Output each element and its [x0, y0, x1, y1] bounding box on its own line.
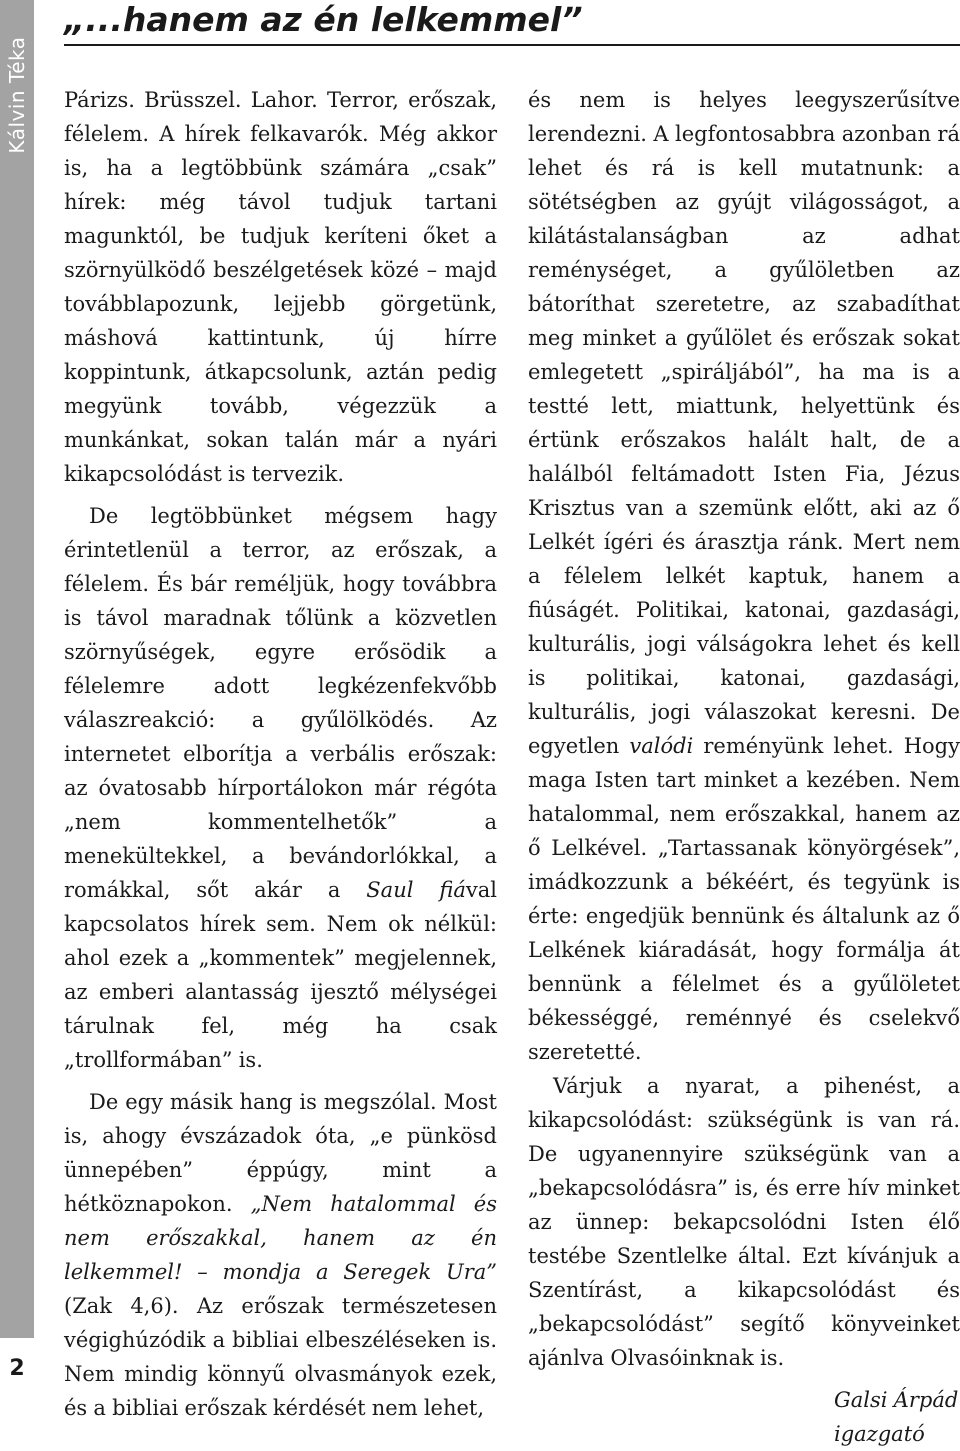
title-rule [64, 44, 960, 46]
sidebar-label: Kálvin Téka [5, 36, 29, 154]
paragraph-2: De legtöbbünket mégsem hagy érintetlenül a terror, az erőszak, a félelem. És bár reméljük, hogy továbbra is távol maradnak tőlünk a közvetlen szörnyűségek, egyre erősödik a félelemre adott legkézenfekvőbb válaszreakció: a gyűlölködés. Az internetet elborítja a verbális erőszak: az óvatosabb hírportálokon már régóta „nem kommentelhetők” a menekültekkel, a bevándorlókkal, a romákkal, sőt akár a Saul fiával kapcsolatos hírek sem. Nem ok nélkül: ahol ezek a „kommentek” megjelennek, az emberi alantasság ijesztő mélységei tárulnak fel, még ha csak „trollformában” is. [64, 504, 497, 1072]
signature [528, 1383, 960, 1451]
paragraph-3: De egy másik hang is megszólal. Most is, ahogy évszázadok óta, „e pünkösd ünnepében” éppúgy, mint a hétköznapokon. „Nem hatalommal és nem erőszakkal, hanem az én lelkemmel! – mondja a Seregek Ura” (Zak 4,6). Az erőszak természetesen végighúzódik a bibliai elbeszéléseken is. Nem mindig könnyű olvasmányok ezek, és a bibliai erőszak kérdését nem lehet, [64, 1090, 497, 1420]
sidebar-band [0, 0, 34, 1338]
paragraph-1: Párizs. Brüsszel. Lahor. Terror, erőszak, félelem. A hírek felkavarók. Még akkor is, ha a legtöbbünk számára „csak” hírek: még távol tudjuk tartani magunktól, be tudjuk keríteni őket a szörnyülködő beszélgetések közé – majd továbblapozunk, lejjebb görgetünk, máshová kattintunk, új hírre koppintunk, átkapcsolunk, aztán pedig megyünk tovább, végezzük a munkánkat, sokan talán már a nyári kikapcsolódást is tervezik. [64, 88, 497, 486]
article-title: „...hanem az én lelkemmel” [64, 0, 583, 39]
paragraph-4: és nem is helyes leegyszerűsítve lerendezni. A legfontosabbra azonban rá lehet és rá is kell mutatnunk: a sötétségben az gyújt világosságot, a kilátástalanságban az adhat reménységet, a gyűlöletben az bátoríthat szeretetre, az szabadíthat meg minket a gyűlölet és erőszak sokat emlegetett „spiráljából”, ha ma is a testté lett, miattunk, helyettünk és értünk erőszakos halált halt, de a halálból feltámadott Isten Fia, Jézus Krisztus van a szemünk előtt, aki az ő Lelkét ígéri és árasztja ránk. Mert nem a félelem lelkét kaptuk, hanem a fiúságét. Politikai, katonai, gazdasági, kulturális, jogi válságokra lehet és kell is politikai, katonai, gazdasági, kulturális, jogi válaszokat keresni. De egyetlen valódi reményünk lehet. Hogy maga Isten tart minket a kezében. Nem hatalommal, nem erőszakkal, hanem az ő Lelkével. „Tartassanak könyörgések”, imádkozzunk a békéért, és tegyünk is érte: engedjük bennünk és általunk az ő Lelkének kiáradását, hogy formálja át bennünk a félelmet és a gyűlöletet békességgé, reménnyé és cselekvő szeretetté. [528, 88, 960, 1064]
signature-name: Galsi Árpád [834, 1388, 959, 1412]
paragraph-5: Várjuk a nyarat, a pihenést, a kikapcsolódást: szükségünk is van rá. De ugyanennyire szükségünk van a „bekapcsolódásra” is, és erre hív minket az ünnep: bekapcsolódni Isten élő testébe Szentlelke által. Ezt kívánjuk a Szentírást, a kikapcsolódást és „bekapcsolódást” segítő könyveinket ajánlva Olvasóinknak is. [528, 1074, 960, 1370]
page-number: 2 [9, 1356, 25, 1381]
right-column [528, 83, 960, 1451]
left-column [64, 83, 497, 1425]
signature-role: igazgató [834, 1422, 925, 1446]
